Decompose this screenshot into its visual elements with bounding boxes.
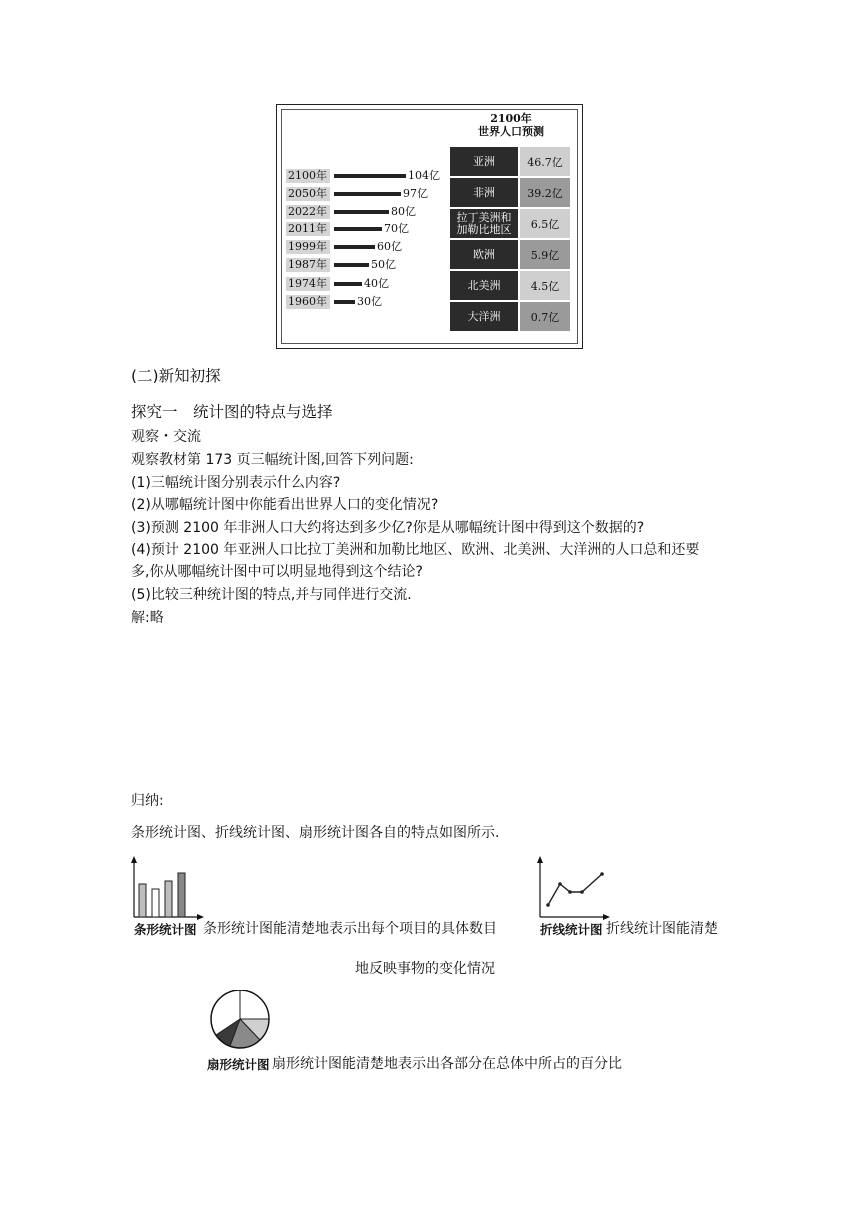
region-name: 北美洲	[450, 271, 518, 300]
population-value: 30亿	[357, 295, 382, 308]
question-4: (4)预计 2100 年亚洲人口比拉丁美洲和加勒比地区、欧洲、北美洲、大洋洲的人口总和还要	[131, 542, 700, 558]
year-label: 2050年	[286, 187, 330, 201]
population-value: 104亿	[408, 169, 440, 182]
question-5: (5)比较三种统计图的特点,并与同伴进行交流.	[131, 587, 412, 603]
forecast-title-line1: 2100年	[490, 112, 532, 125]
line-chart-icon	[530, 855, 612, 921]
summary-intro: 条形统计图、折线统计图、扇形统计图各自的特点如图所示.	[131, 825, 500, 841]
observe-label: 观察・交流	[131, 429, 201, 445]
region-value: 0.7亿	[520, 302, 570, 331]
question-1: (1)三幅统计图分别表示什么内容?	[131, 475, 341, 491]
section-title: (二)新知初探	[131, 367, 221, 385]
bar-chart-desc: 条形统计图能清楚地表示出每个项目的具体数目	[203, 921, 497, 937]
bar-chart-label: 条形统计图	[134, 922, 197, 937]
region-name: 亚洲	[450, 147, 518, 176]
line-chart-desc-1: 折线统计图能清楚	[606, 921, 718, 937]
region-name: 拉丁美洲和 加勒比地区	[450, 209, 518, 238]
pie-chart-icon	[208, 990, 272, 1050]
region-value: 4.5亿	[520, 271, 570, 300]
year-label: 2022年	[286, 205, 330, 219]
year-label: 1974年	[286, 277, 330, 291]
region-name: 非洲	[450, 178, 518, 207]
population-value: 40亿	[364, 277, 389, 290]
inquiry-title: 探究一 统计图的特点与选择	[131, 403, 333, 421]
intro-line: 观察教材第 173 页三幅统计图,回答下列问题:	[131, 452, 414, 468]
region-value: 46.7亿	[520, 147, 570, 176]
population-bar	[334, 245, 375, 249]
forecast-title-line2: 世界人口预测	[478, 125, 544, 138]
region-value: 39.2亿	[520, 178, 570, 207]
bar-chart-icon	[124, 855, 206, 921]
year-label: 1960年	[286, 295, 330, 309]
population-value: 80亿	[391, 205, 416, 218]
summary-label: 归纳:	[131, 793, 164, 809]
year-label: 2100年	[286, 169, 330, 183]
region-value: 5.9亿	[520, 240, 570, 269]
region-value: 6.5亿	[520, 209, 570, 238]
population-value: 50亿	[371, 258, 396, 271]
pie-chart-desc: 扇形统计图能清楚地表示出各部分在总体中所占的百分比	[272, 1056, 622, 1072]
population-value: 70亿	[384, 222, 409, 235]
pie-chart-label: 扇形统计图	[207, 1057, 270, 1072]
population-bar	[334, 210, 389, 214]
population-value: 97亿	[403, 187, 428, 200]
question-2: (2)从哪幅统计图中你能看出世界人口的变化情况?	[131, 497, 439, 513]
year-label: 2011年	[286, 222, 330, 236]
year-label: 1999年	[286, 240, 330, 254]
population-bar	[334, 263, 369, 267]
year-label: 1987年	[286, 258, 330, 272]
population-bar	[334, 227, 382, 231]
population-bar	[334, 192, 401, 196]
question-4-cont: 多,你从哪幅统计图中可以明显地得到这个结论?	[131, 564, 423, 580]
line-chart-desc-2: 地反映事物的变化情况	[355, 961, 495, 977]
answer-text: 解:略	[131, 610, 164, 626]
region-name: 大洋洲	[450, 302, 518, 331]
population-bar	[334, 300, 355, 304]
population-value: 60亿	[377, 240, 402, 253]
world-population-figure	[276, 104, 583, 349]
line-chart-label: 折线统计图	[540, 922, 603, 937]
population-bar	[334, 282, 362, 286]
population-bar	[334, 174, 406, 178]
region-name: 欧洲	[450, 240, 518, 269]
question-3: (3)预测 2100 年非洲人口大约将达到多少亿?你是从哪幅统计图中得到这个数据的?	[131, 520, 645, 536]
